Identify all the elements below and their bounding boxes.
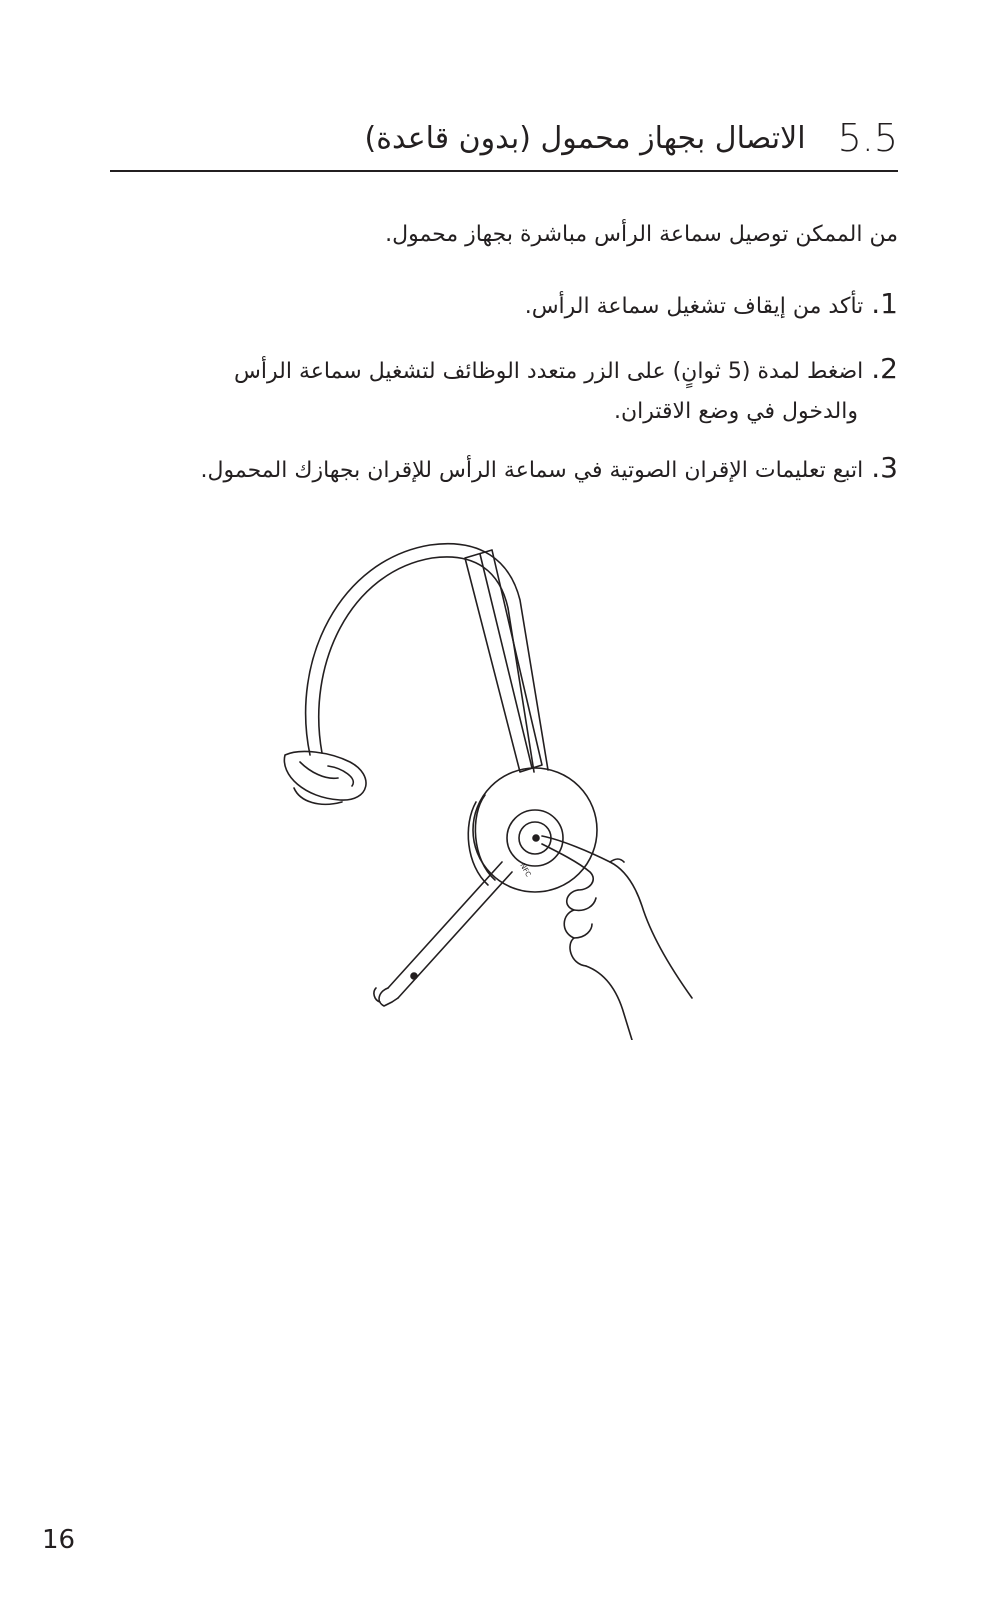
step-item bbox=[138, 442, 898, 497]
section-title: الاتصال بجهاز محمول (بدون قاعدة) bbox=[364, 120, 806, 156]
step-text: اضغط لمدة (5 ثوانٍ) على الزر متعدد الوظائف لتشغيل سماعة الرأس bbox=[234, 359, 864, 384]
page-number: 16 bbox=[42, 1525, 76, 1555]
step-text-continued: والدخول في وضع الاقتران. bbox=[614, 399, 858, 424]
intro-paragraph: من الممكن توصيل سماعة الرأس مباشرة بجهاز محمول. bbox=[385, 222, 898, 247]
step-text: تأكد من إيقاف تشغيل سماعة الرأس. bbox=[524, 294, 864, 319]
nfc-label: NFC bbox=[518, 862, 533, 879]
step-text: اتبع تعليمات الإقران الصوتية في سماعة الرأس للإقران بجهازك المحمول. bbox=[200, 458, 864, 483]
step-number: .3 bbox=[871, 451, 898, 484]
step-number: .2 bbox=[871, 352, 898, 385]
section-number: 5.5 bbox=[837, 116, 898, 160]
section-heading bbox=[110, 110, 898, 166]
step-item bbox=[138, 343, 898, 432]
steps-list bbox=[138, 278, 898, 507]
heading-divider bbox=[110, 170, 898, 172]
headset-illustration bbox=[280, 540, 720, 1040]
step-item bbox=[138, 278, 898, 333]
step-number: .1 bbox=[871, 287, 898, 320]
